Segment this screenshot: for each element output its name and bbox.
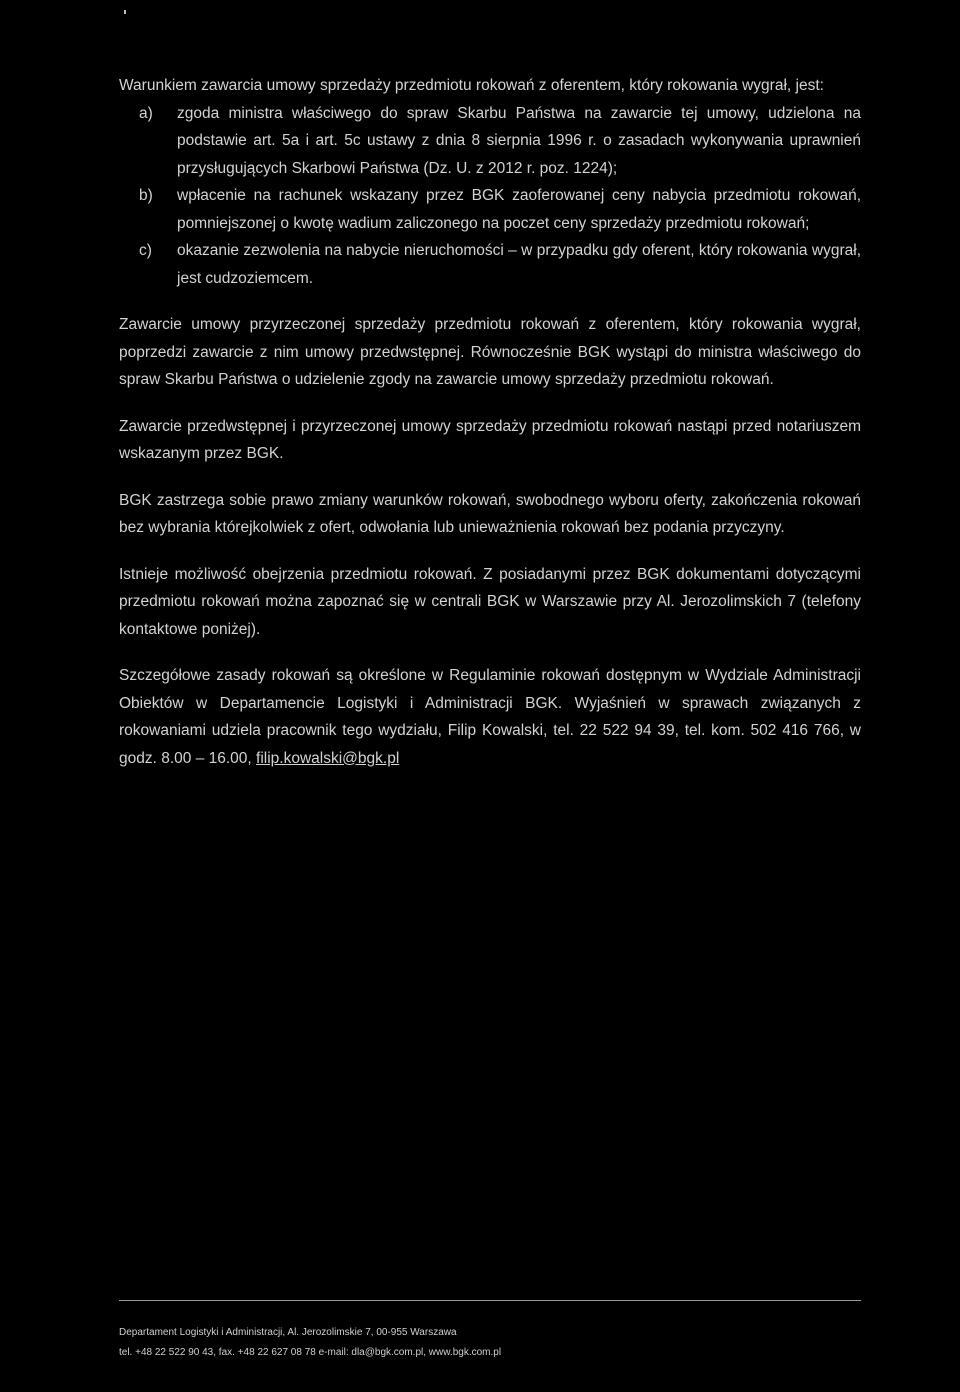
paragraph-reservation: BGK zastrzega sobie prawo zmiany warunków rokowań, swobodnego wyboru oferty, zakończenia rokowań bez wybrania którejkolwiek z ofert, odwołania lub unieważnienia rokowań bez podania przyczyny. [119, 491, 861, 536]
list-item [119, 237, 861, 292]
footer-contact: tel. +48 22 522 90 43, fax. +48 22 627 08 78 e-mail: dla@bgk.com.pl, www.bgk.com.pl [119, 1347, 502, 1358]
scan-mark [124, 10, 126, 14]
conditions-list [119, 100, 861, 293]
footer-divider [119, 1300, 861, 1301]
list-item [119, 100, 861, 183]
list-item-text: zgoda ministra właściwego do spraw Skarbu Państwa na zawarcie tej umowy, udzielona na podstawie art. 5a i art. 5c ustawy z dnia 8 sierpnia 1996 r. o zasadach wykonywania uprawnień przysługujących Skarbowi Państwa (Dz. U. z 2012 r. poz. 1224); [177, 104, 861, 177]
list-marker: c) [139, 242, 152, 259]
list-item-text: okazanie zezwolenia na nabycie nieruchomości – w przypadku gdy oferent, który rokowania wygrał, jest cudzoziemcem. [177, 242, 861, 287]
intro-paragraph: Warunkiem zawarcia umowy sprzedaży przedmiotu rokowań z oferentem, który rokowania wygrał, jest: [119, 77, 824, 94]
page-footer [119, 1300, 861, 1363]
list-marker: b) [139, 187, 153, 204]
contact-text: Szczegółowe zasady rokowań są określone w Regulaminie rokowań dostępnym w Wydziale Administracji Obiektów w Departamencie Logistyki i Administracji BGK. Wyjaśnień w sprawach związanych z rokowaniami udziela pracownik tego wydziału, Filip Kowalski, tel. 22 522 94 39, tel. kom. 502 416 766, w godz. 8.00 – 16.00, [119, 667, 861, 767]
email-link[interactable]: filip.kowalski@bgk.pl [256, 749, 400, 767]
list-item [119, 182, 861, 237]
paragraph-notary: Zawarcie przedwstępnej i przyrzeczonej umowy sprzedaży przedmiotu rokowań nastąpi przed notariuszem wskazanym przez BGK. [119, 417, 861, 462]
paragraph-agreement: Zawarcie umowy przyrzeczonej sprzedaży przedmiotu rokowań z oferentem, który rokowania wygrał, poprzedzi zawarcie z nim umowy przedwstępnej. Równocześnie BGK wystąpi do ministra właściwego do spraw Skarbu Państwa o udzielenie zgody na zawarcie umowy sprzedaży przedmiotu rokowań. [119, 316, 861, 388]
list-marker: a) [139, 104, 153, 122]
document-body [119, 72, 861, 791]
footer-address: Departament Logistyki i Administracji, Al. Jerozolimskie 7, 00-955 Warszawa [119, 1327, 457, 1338]
paragraph-inspection: Istnieje możliwość obejrzenia przedmiotu rokowań. Z posiadanymi przez BGK dokumentami dotyczącymi przedmiotu rokowań można zapoznać się w centrali BGK w Warszawie przy Al. Jerozolimskich 7 (telefony kontaktowe poniżej). [119, 565, 861, 638]
list-item-text: wpłacenie na rachunek wskazany przez BGK zaoferowanej ceny nabycia przedmiotu rokowań, pomniejszonej o kwotę wadium zaliczonego na poczet ceny sprzedaży przedmiotu rokowań; [177, 187, 861, 232]
paragraph-contact [119, 662, 861, 772]
